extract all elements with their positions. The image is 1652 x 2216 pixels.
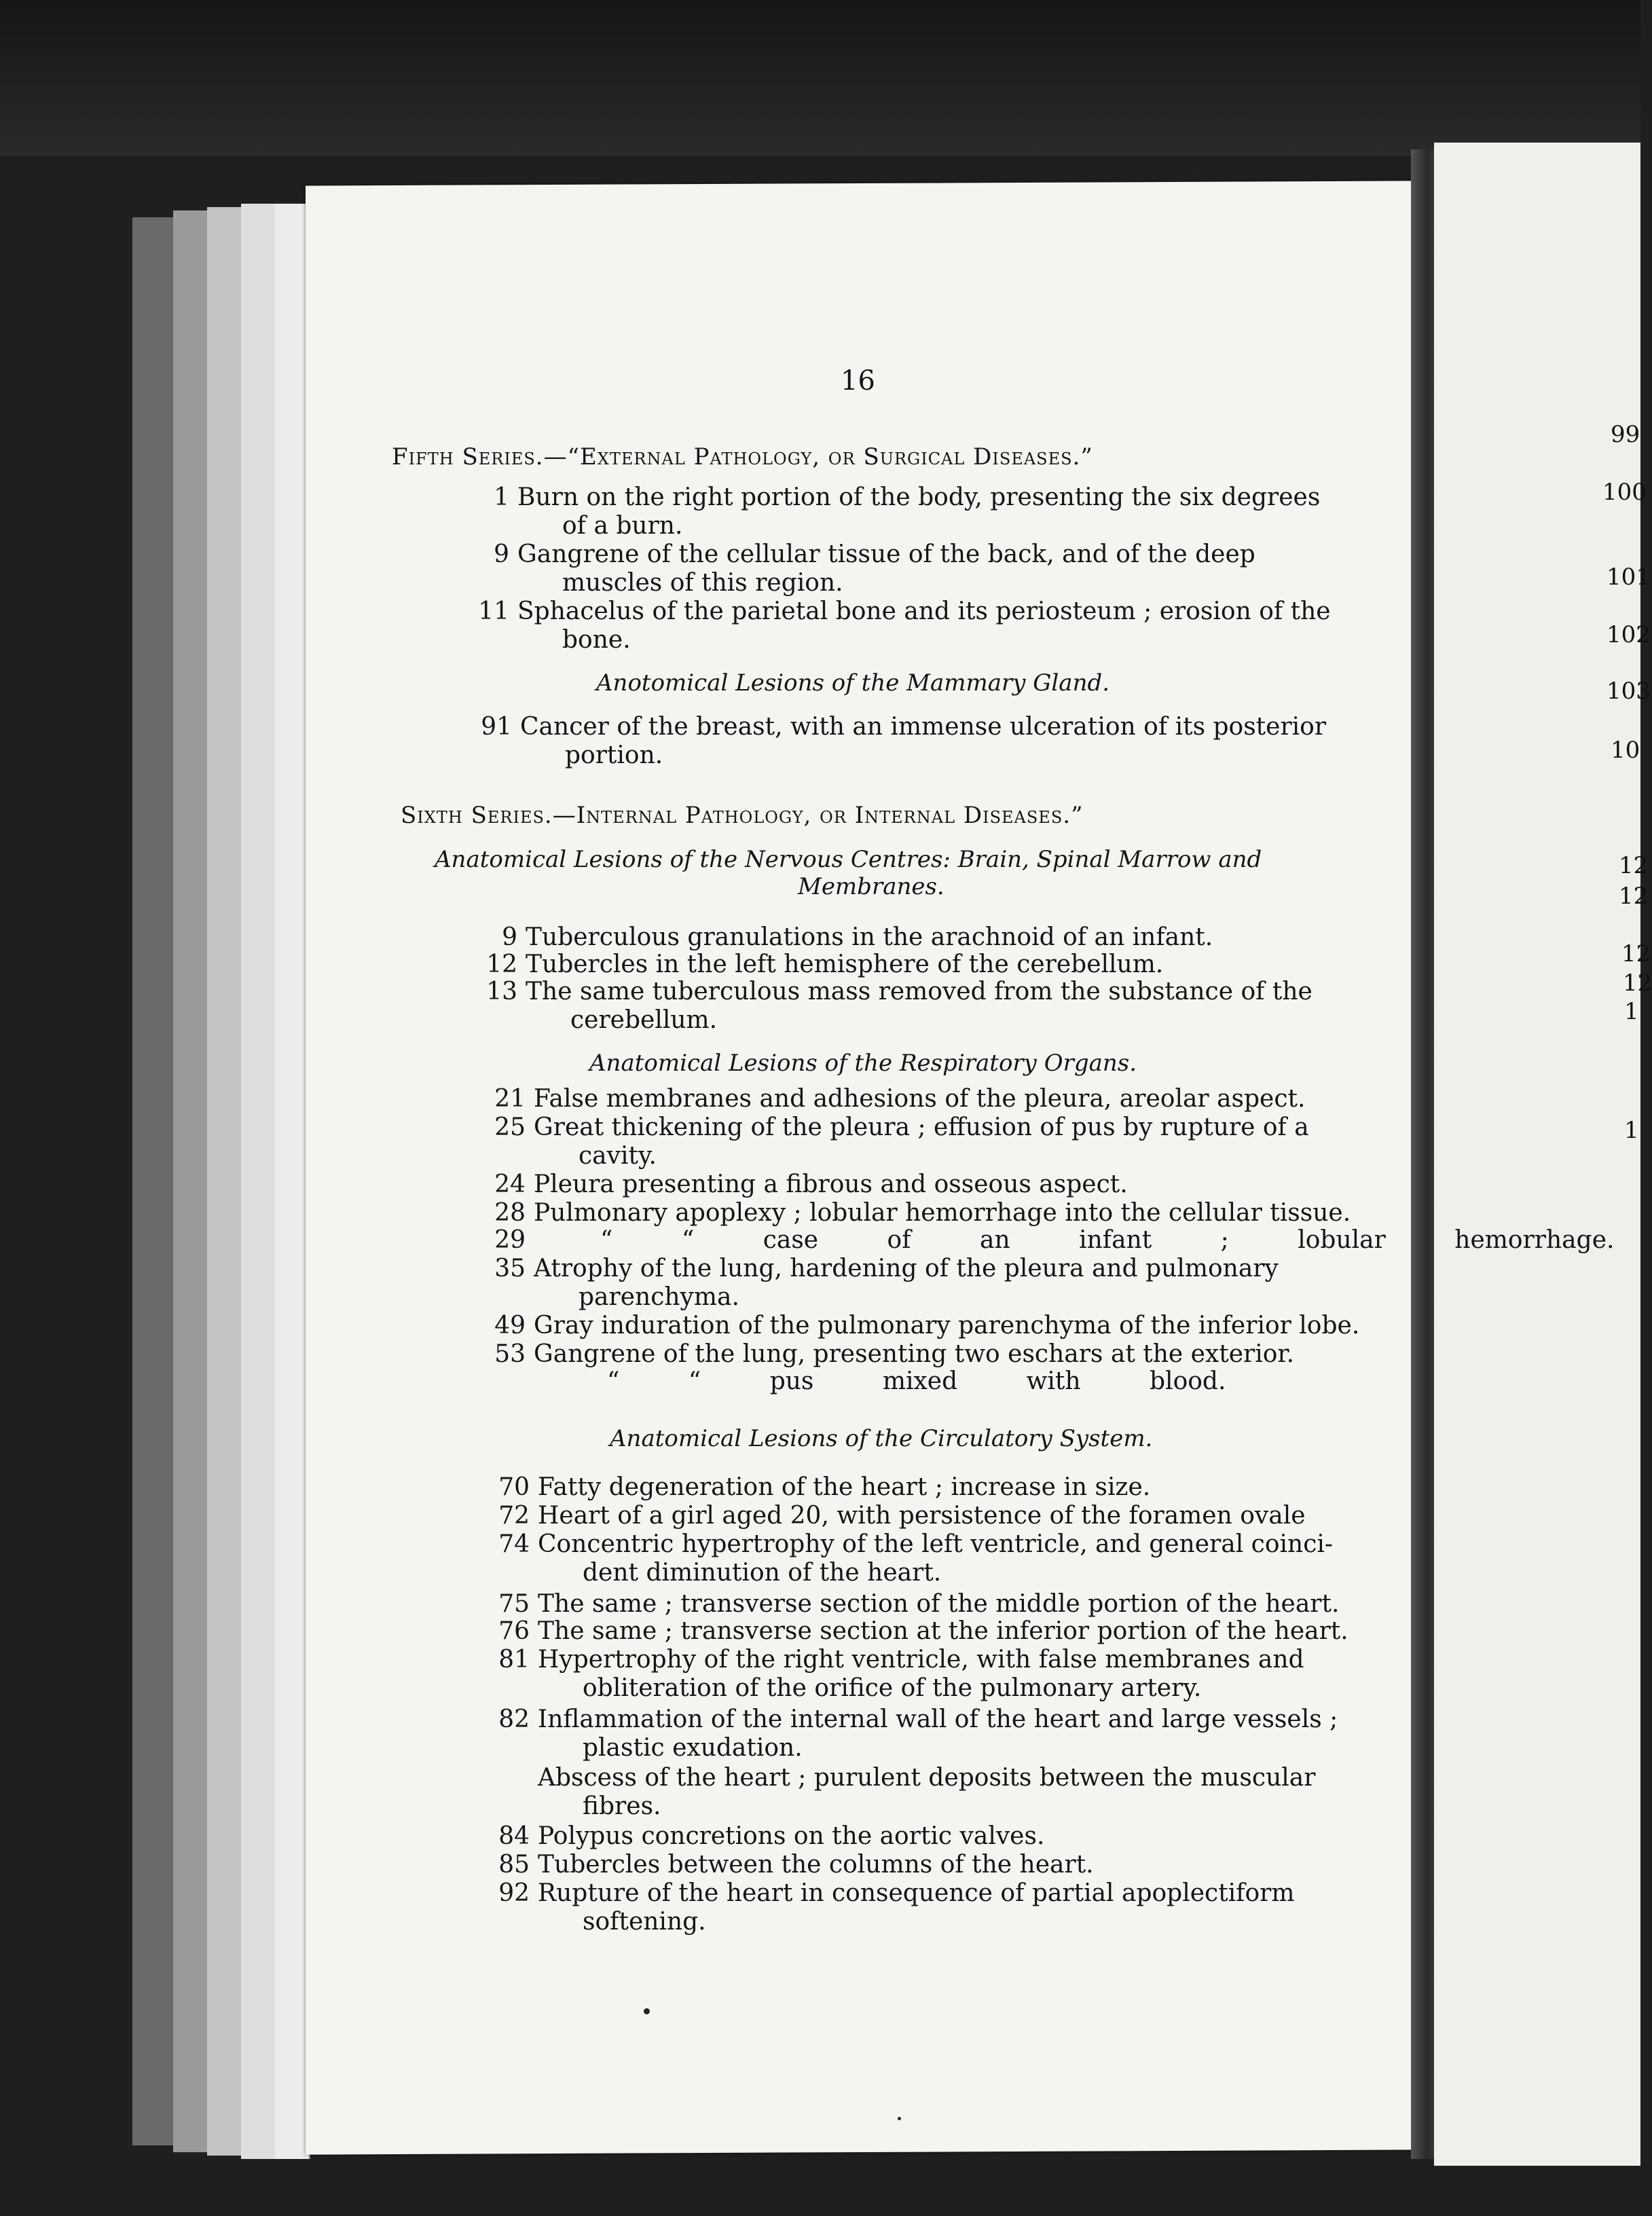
entry-text: Gangrene of the lung, presenting two eschars at the exterior. xyxy=(534,1340,1295,1368)
entry-text: Burn on the right portion of the body, presenting the six degrees xyxy=(517,483,1321,511)
entry-number: 35 xyxy=(494,1255,526,1282)
section-subheading: Anatomical Lesions of the Respiratory Organs. xyxy=(589,1050,1137,1077)
entry-continuation: muscles of this region. xyxy=(562,569,843,597)
entry-number: 9 xyxy=(502,923,517,951)
right-page-number: 10 xyxy=(1611,737,1640,764)
entry-number: 84 xyxy=(498,1822,530,1850)
entry-continuation: obliteration of the orifice of the pulmonary artery. xyxy=(583,1674,1202,1702)
entry-number: 12 xyxy=(486,950,517,978)
entry-text: Heart of a girl aged 20, with persistence of the foramen ovale xyxy=(538,1502,1306,1530)
entry-text: The same ; transverse section of the middle portion of the heart. xyxy=(538,1590,1340,1618)
entry-number: 74 xyxy=(498,1530,530,1558)
entry-text: Gangrene of the cellular tissue of the back, and of the deep xyxy=(517,540,1255,568)
entry-text: Rupture of the heart in consequence of partial apoplectiform xyxy=(538,1879,1295,1907)
entry-continuation: cavity. xyxy=(579,1142,657,1170)
series-heading-fifth xyxy=(392,443,1093,471)
dust-speck xyxy=(1195,173,1199,177)
section-subheading: Anotomical Lesions of the Mammary Gland. xyxy=(596,669,1110,697)
right-page-number: 12 xyxy=(1619,852,1649,879)
book-page-right xyxy=(1434,143,1640,2166)
entry-text: “ “ case of an infant ; lobular hemorrhage. xyxy=(600,1226,1615,1254)
right-page-number: 103 xyxy=(1607,678,1651,705)
entry-continuation: fibres. xyxy=(583,1792,661,1820)
entry-text: Tuberculous granulations in the arachnoid of an infant. xyxy=(526,923,1213,951)
entry-number: 25 xyxy=(494,1113,526,1141)
entry-text: Abscess of the heart ; purulent deposits between the muscular xyxy=(538,1764,1316,1792)
entry-number: 53 xyxy=(494,1340,526,1368)
entry-text: Cancer of the breast, with an immense ulceration of its posterior xyxy=(520,713,1327,741)
entry-number: 24 xyxy=(494,1170,526,1198)
entry-text: Tubercles between the columns of the heart. xyxy=(538,1851,1094,1879)
entry-text: Polypus concretions on the aortic valves. xyxy=(538,1822,1045,1850)
right-page-number: 100 xyxy=(1602,479,1647,506)
entry-continuation: bone. xyxy=(562,626,631,654)
entry-text: Pulmonary apoplexy ; lobular hemorrhage into the cellular tissue. xyxy=(534,1199,1351,1227)
entry-number: 75 xyxy=(498,1590,530,1618)
right-page-number: 102 xyxy=(1607,621,1651,648)
entry-continuation: softening. xyxy=(583,1908,706,1936)
entry-continuation: plastic exudation. xyxy=(583,1734,803,1762)
entry-number: 21 xyxy=(494,1085,526,1113)
scan-background-top xyxy=(0,0,1640,156)
entry-number: 70 xyxy=(498,1473,530,1501)
right-page-number: 12 xyxy=(1621,940,1651,967)
entry-continuation: portion. xyxy=(565,741,663,769)
right-page-number: 1 xyxy=(1624,1117,1639,1144)
dust-speck xyxy=(644,2008,650,2014)
entry-number: 49 xyxy=(494,1312,526,1340)
entry-continuation: dent diminution of the heart. xyxy=(583,1559,942,1587)
entry-number: 92 xyxy=(498,1879,530,1907)
entry-text: “ “ pus mixed with blood. xyxy=(607,1367,1226,1395)
entry-number: 91 xyxy=(481,713,512,741)
entry-text: Concentric hypertrophy of the left ventricle, and general coinci- xyxy=(538,1530,1334,1558)
entry-text: Hypertrophy of the right ventricle, with false membranes and xyxy=(538,1646,1304,1674)
page-edges xyxy=(132,204,309,2159)
right-page-number: 99 xyxy=(1611,421,1640,448)
section-subheading: Anatomical Lesions of the Nervous Centres: Brain, Spinal Marrow and xyxy=(435,846,1262,873)
entry-text: Sphacelus of the parietal bone and its periosteum ; erosion of the xyxy=(517,597,1331,625)
entry-number: 9 xyxy=(494,540,509,568)
entry-continuation: cerebellum. xyxy=(570,1006,718,1034)
right-page-number: 101 xyxy=(1607,564,1651,591)
series-label: Fifth Series. xyxy=(392,443,544,470)
entry-text: Tubercles in the left hemisphere of the cerebellum. xyxy=(526,950,1164,978)
entry-text: Gray induration of the pulmonary parenchyma of the inferior lobe. xyxy=(534,1312,1360,1340)
right-page-number: 12 xyxy=(1623,970,1652,997)
page-number: 16 xyxy=(841,365,875,396)
section-subheading: Membranes. xyxy=(798,873,944,900)
entry-number: 11 xyxy=(478,597,509,625)
book-gutter xyxy=(1411,149,1437,2159)
entry-number: 85 xyxy=(498,1851,530,1879)
entry-number: 76 xyxy=(498,1617,530,1645)
entry-text: Pleura presenting a fibrous and osseous aspect. xyxy=(534,1170,1128,1198)
entry-number: 72 xyxy=(498,1502,530,1530)
entry-number: 13 xyxy=(486,978,517,1005)
entry-number: 82 xyxy=(498,1705,530,1733)
entry-text: The same ; transverse section at the inferior portion of the heart. xyxy=(538,1617,1348,1645)
entry-text: Great thickening of the pleura ; effusion of pus by rupture of a xyxy=(534,1113,1309,1141)
series-label: Sixth Series. xyxy=(401,802,553,829)
entry-text: False membranes and adhesions of the pleura, areolar aspect. xyxy=(534,1085,1306,1113)
entry-text: Inflammation of the internal wall of the heart and large vessels ; xyxy=(538,1705,1338,1733)
entry-number: 1 xyxy=(494,483,509,511)
entry-number: 29 xyxy=(494,1226,526,1254)
entry-continuation: parenchyma. xyxy=(579,1283,739,1311)
right-page-number: 1 xyxy=(1624,998,1639,1025)
entry-text: Atrophy of the lung, hardening of the pleura and pulmonary xyxy=(534,1255,1279,1282)
dust-speck xyxy=(898,2117,901,2120)
entry-number: 81 xyxy=(498,1646,530,1674)
right-page-number: 12 xyxy=(1619,883,1649,910)
entry-number: 28 xyxy=(494,1199,526,1227)
entry-text: The same tuberculous mass removed from the substance of the xyxy=(526,978,1313,1005)
series-heading-sixth xyxy=(401,801,1083,830)
series-title: —Internal Pathology, or Internal Diseases.” xyxy=(552,802,1084,829)
entry-text: Fatty degeneration of the heart ; increase in size. xyxy=(538,1473,1151,1501)
entry-continuation: of a burn. xyxy=(562,512,683,540)
section-subheading: Anatomical Lesions of the Circulatory System. xyxy=(610,1425,1153,1452)
series-title: —“External Pathology, or Surgical Diseases.” xyxy=(543,443,1093,470)
